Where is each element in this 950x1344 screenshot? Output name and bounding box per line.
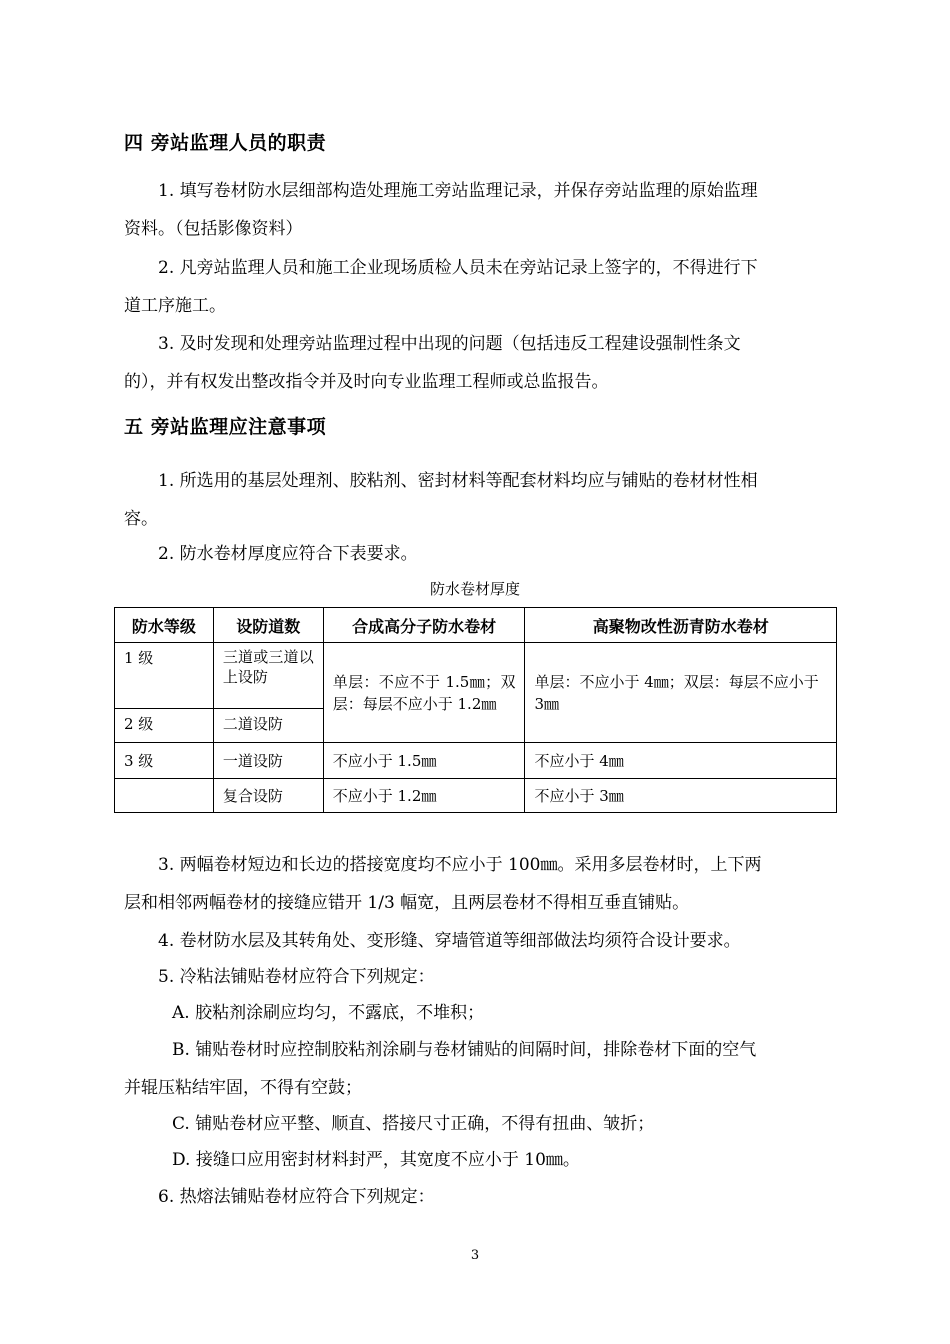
cell-synthetic-merged: 单层：不应不于 1.5㎜；双层：每层不应小于 1.2㎜: [323, 643, 525, 743]
s4-item-2-number: 2.: [158, 258, 175, 278]
cell-measures: 一道设防: [213, 743, 323, 779]
table-row: [115, 779, 837, 813]
s4-item-3-line-1: [158, 329, 741, 354]
cell-grade: 2 级: [115, 709, 214, 743]
s4-item-3-text: 及时发现和处理旁站监理过程中出现的问题（包括违反工程建设强制性条文: [179, 334, 741, 354]
item-4-line: [158, 926, 741, 951]
sub-b-line-2: 并辊压粘结牢固，不得有空鼓；: [124, 1078, 362, 1098]
s4-item-3-number: 3.: [158, 334, 175, 354]
item-3-line-2: 层和相邻两幅卷材的接缝应错开 1/3 幅宽，且两层卷材不得相互垂直铺贴。: [124, 893, 690, 913]
sub-b-label: B.: [172, 1040, 190, 1060]
s4-item-3-line-2: 的），并有权发出整改指令并及时向专业监理工程师或总监报告。: [124, 372, 609, 392]
cell-measures: 复合设防: [213, 779, 323, 813]
s5-item-2-number: 2.: [158, 544, 175, 564]
sub-d-line: [172, 1145, 580, 1170]
s4-item-2-line-2: 道工序施工。: [124, 296, 226, 316]
s4-item-2-text: 凡旁站监理人员和施工企业现场质检人员未在旁站记录上签字的，不得进行下: [179, 258, 758, 278]
cell-grade: [115, 779, 214, 813]
table-header-row: [115, 608, 837, 643]
table-row: [115, 743, 837, 779]
sub-c-line: [172, 1109, 654, 1134]
sub-d-label: D.: [172, 1150, 191, 1170]
item-3-text: 两幅卷材短边和长边的搭接宽度均不应小于 100㎜。采用多层卷材时，上下两: [179, 855, 762, 875]
s5-item-1-number: 1.: [158, 471, 175, 491]
sub-d-text: 接缝口应用密封材料封严，其宽度不应小于 10㎜。: [195, 1150, 580, 1170]
header-modified: 高聚物改性沥青防水卷材: [525, 608, 837, 643]
item-4-text: 卷材防水层及其转角处、变形缝、穿墙管道等细部做法均须符合设计要求。: [179, 931, 741, 951]
s4-item-1-text: 填写卷材防水层细部构造处理施工旁站监理记录，并保存旁站监理的原始监理: [179, 181, 758, 201]
s4-item-1-number: 1.: [158, 181, 175, 201]
s5-item-1-line-1: [158, 466, 758, 491]
sub-b-line-1: [172, 1035, 756, 1060]
sub-c-label: C.: [172, 1114, 190, 1134]
item-6-number: 6.: [158, 1187, 175, 1207]
cell-measures: 三道或三道以上设防: [213, 643, 323, 709]
item-5-number: 5.: [158, 967, 175, 987]
item-4-number: 4.: [158, 931, 175, 951]
cell-synthetic: 不应小于 1.2㎜: [323, 779, 525, 813]
sub-a-label: A.: [172, 1003, 190, 1023]
header-grade: 防水等级: [115, 608, 214, 643]
item-5-text: 冷粘法铺贴卷材应符合下列规定：: [179, 967, 435, 987]
s5-item-1-line-2: 容。: [124, 509, 158, 529]
item-6-line: [158, 1182, 435, 1207]
s5-item-2-text: 防水卷材厚度应符合下表要求。: [179, 544, 418, 564]
cell-modified-merged: 单层：不应小于 4㎜；双层：每层不应小于 3㎜: [525, 643, 837, 743]
thickness-table: [114, 607, 837, 813]
cell-grade: 1 级: [115, 643, 214, 709]
s5-item-2-line: [158, 539, 418, 564]
sub-a-text: 胶粘剂涂刷应均匀，不露底，不堆积；: [195, 1003, 485, 1023]
header-synthetic: 合成高分子防水卷材: [323, 608, 525, 643]
section-5-heading: 五 旁站监理应注意事项: [124, 416, 327, 438]
cell-measures: 二道设防: [213, 709, 323, 743]
item-3-number: 3.: [158, 855, 175, 875]
cell-modified: 不应小于 3㎜: [525, 779, 837, 813]
header-measures: 设防道数: [213, 608, 323, 643]
page-number: 3: [470, 1248, 480, 1263]
sub-a-line: [172, 998, 484, 1023]
sub-c-text: 铺贴卷材应平整、顺直、搭接尺寸正确，不得有扭曲、皱折；: [195, 1114, 655, 1134]
sub-b-text: 铺贴卷材时应控制胶粘剂涂刷与卷材铺贴的间隔时间，排除卷材下面的空气: [195, 1040, 757, 1060]
s4-item-1-line-1: [158, 176, 758, 201]
table-caption: 防水卷材厚度: [429, 580, 520, 598]
item-5-line: [158, 962, 435, 987]
s5-item-1-text: 所选用的基层处理剂、胶粘剂、密封材料等配套材料均应与铺贴的卷材材性相: [179, 471, 758, 491]
table-row: [115, 643, 837, 709]
s4-item-1-line-2: 资料。（包括影像资料）: [124, 219, 303, 239]
section-4-heading: 四 旁站监理人员的职责: [124, 132, 327, 154]
item-6-text: 热熔法铺贴卷材应符合下列规定：: [179, 1187, 435, 1207]
cell-modified: 不应小于 4㎜: [525, 743, 837, 779]
item-3-line-1: [158, 850, 762, 875]
cell-grade: 3 级: [115, 743, 214, 779]
cell-synthetic: 不应小于 1.5㎜: [323, 743, 525, 779]
s4-item-2-line-1: [158, 253, 758, 278]
